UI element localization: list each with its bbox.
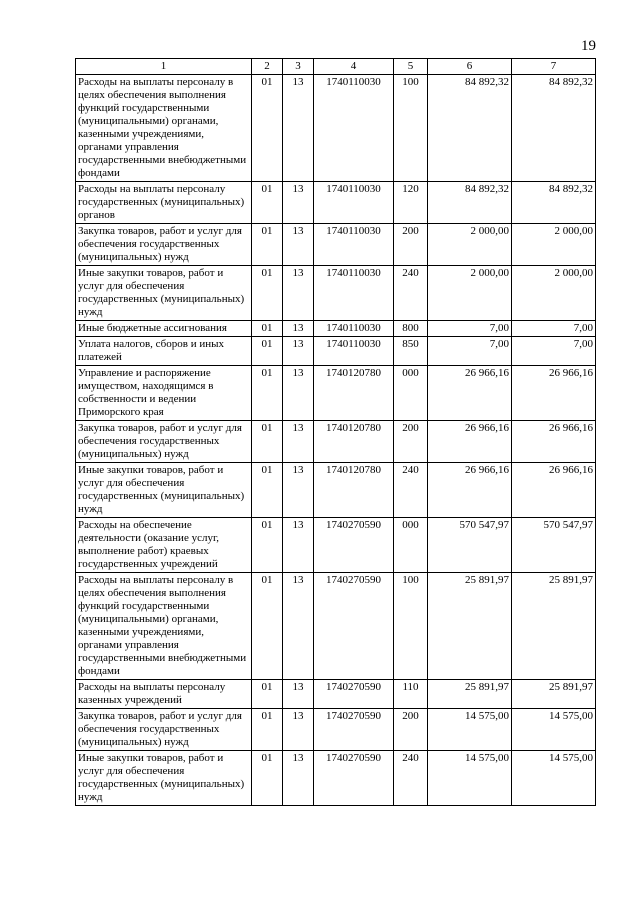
row-name-cell: Расходы на обеспечение деятельности (оказание услуг, выполнение работ) краевых государственных учреждений: [76, 518, 252, 573]
expense-kind-cell: 100: [394, 75, 428, 182]
amount-cell: 25 891,97: [512, 680, 596, 709]
row-name-cell: Закупка товаров, работ и услуг для обеспечения государственных (муниципальных) нужд: [76, 224, 252, 266]
expense-kind-cell: 240: [394, 266, 428, 321]
expense-kind-cell: 100: [394, 573, 428, 680]
amount-cell: 2 000,00: [512, 224, 596, 266]
target-article-cell: 1740110030: [314, 224, 394, 266]
row-name-cell: Управление и распоряжение имуществом, находящимся в собственности и ведении Приморского края: [76, 366, 252, 421]
section-code-cell: 01: [252, 321, 283, 337]
target-article-cell: 1740110030: [314, 266, 394, 321]
amount-cell: 25 891,97: [428, 573, 512, 680]
amount-cell: 7,00: [512, 321, 596, 337]
column-header: 4: [314, 59, 394, 75]
target-article-cell: 1740270590: [314, 751, 394, 806]
table-row: [76, 518, 596, 573]
amount-cell: 26 966,16: [512, 463, 596, 518]
expense-kind-cell: 850: [394, 337, 428, 366]
row-name-cell: Уплата налогов, сборов и иных платежей: [76, 337, 252, 366]
target-article-cell: 1740110030: [314, 182, 394, 224]
section-code-cell: 01: [252, 182, 283, 224]
target-article-cell: 1740270590: [314, 573, 394, 680]
target-article-cell: 1740120780: [314, 366, 394, 421]
section-code-cell: 01: [252, 751, 283, 806]
table-row: [76, 75, 596, 182]
amount-cell: 2 000,00: [428, 266, 512, 321]
amount-cell: 14 575,00: [428, 709, 512, 751]
page-number: 19: [581, 38, 596, 54]
amount-cell: 14 575,00: [428, 751, 512, 806]
subsection-code-cell: 13: [283, 337, 314, 366]
table-row: [76, 266, 596, 321]
expense-kind-cell: 000: [394, 366, 428, 421]
column-header: 2: [252, 59, 283, 75]
expense-kind-cell: 240: [394, 463, 428, 518]
target-article-cell: 1740270590: [314, 680, 394, 709]
target-article-cell: 1740270590: [314, 709, 394, 751]
section-code-cell: 01: [252, 366, 283, 421]
table-row: [76, 573, 596, 680]
amount-cell: 14 575,00: [512, 709, 596, 751]
amount-cell: 26 966,16: [512, 421, 596, 463]
amount-cell: 25 891,97: [428, 680, 512, 709]
amount-cell: 2 000,00: [428, 224, 512, 266]
table-row: [76, 421, 596, 463]
amount-cell: 26 966,16: [428, 366, 512, 421]
expense-kind-cell: 200: [394, 224, 428, 266]
table-row: [76, 366, 596, 421]
subsection-code-cell: 13: [283, 518, 314, 573]
row-name-cell: Расходы на выплаты персоналу казенных учреждений: [76, 680, 252, 709]
section-code-cell: 01: [252, 573, 283, 680]
table-header-row: [76, 59, 596, 75]
row-name-cell: Иные закупки товаров, работ и услуг для обеспечения государственных (муниципальных) нужд: [76, 463, 252, 518]
amount-cell: 26 966,16: [512, 366, 596, 421]
row-name-cell: Расходы на выплаты персоналу государственных (муниципальных) органов: [76, 182, 252, 224]
table-row: [76, 709, 596, 751]
table-body: [76, 75, 596, 806]
budget-table: [75, 58, 596, 806]
column-header: 3: [283, 59, 314, 75]
table-row: [76, 321, 596, 337]
amount-cell: 7,00: [428, 337, 512, 366]
row-name-cell: Иные бюджетные ассигнования: [76, 321, 252, 337]
subsection-code-cell: 13: [283, 75, 314, 182]
table-row: [76, 337, 596, 366]
expense-kind-cell: 200: [394, 709, 428, 751]
table-row: [76, 463, 596, 518]
amount-cell: 26 966,16: [428, 421, 512, 463]
amount-cell: 7,00: [512, 337, 596, 366]
section-code-cell: 01: [252, 266, 283, 321]
row-name-cell: Расходы на выплаты персоналу в целях обеспечения выполнения функций государственными (муниципальными) органами, казенными учреждениями, органами управления государственными внебюджетными фондами: [76, 573, 252, 680]
amount-cell: 570 547,97: [512, 518, 596, 573]
row-name-cell: Расходы на выплаты персоналу в целях обеспечения выполнения функций государственными (муниципальными) органами, казенными учреждениями, органами управления государственными внебюджетными фондами: [76, 75, 252, 182]
row-name-cell: Иные закупки товаров, работ и услуг для обеспечения государственных (муниципальных) нужд: [76, 266, 252, 321]
subsection-code-cell: 13: [283, 709, 314, 751]
column-header: 7: [512, 59, 596, 75]
expense-kind-cell: 110: [394, 680, 428, 709]
table-row: [76, 224, 596, 266]
subsection-code-cell: 13: [283, 680, 314, 709]
column-header: 1: [76, 59, 252, 75]
target-article-cell: 1740110030: [314, 337, 394, 366]
subsection-code-cell: 13: [283, 463, 314, 518]
amount-cell: 2 000,00: [512, 266, 596, 321]
target-article-cell: 1740270590: [314, 518, 394, 573]
row-name-cell: Закупка товаров, работ и услуг для обеспечения государственных (муниципальных) нужд: [76, 709, 252, 751]
table-row: [76, 182, 596, 224]
section-code-cell: 01: [252, 75, 283, 182]
subsection-code-cell: 13: [283, 751, 314, 806]
amount-cell: 25 891,97: [512, 573, 596, 680]
expense-kind-cell: 200: [394, 421, 428, 463]
amount-cell: 570 547,97: [428, 518, 512, 573]
section-code-cell: 01: [252, 518, 283, 573]
subsection-code-cell: 13: [283, 573, 314, 680]
amount-cell: 84 892,32: [512, 75, 596, 182]
amount-cell: 84 892,32: [428, 75, 512, 182]
section-code-cell: 01: [252, 337, 283, 366]
subsection-code-cell: 13: [283, 321, 314, 337]
expense-kind-cell: 120: [394, 182, 428, 224]
table-row: [76, 751, 596, 806]
subsection-code-cell: 13: [283, 182, 314, 224]
amount-cell: 26 966,16: [428, 463, 512, 518]
subsection-code-cell: 13: [283, 366, 314, 421]
row-name-cell: Иные закупки товаров, работ и услуг для обеспечения государственных (муниципальных) нужд: [76, 751, 252, 806]
target-article-cell: 1740120780: [314, 463, 394, 518]
section-code-cell: 01: [252, 680, 283, 709]
target-article-cell: 1740120780: [314, 421, 394, 463]
subsection-code-cell: 13: [283, 266, 314, 321]
amount-cell: 14 575,00: [512, 751, 596, 806]
amount-cell: 84 892,32: [428, 182, 512, 224]
amount-cell: 84 892,32: [512, 182, 596, 224]
target-article-cell: 1740110030: [314, 321, 394, 337]
subsection-code-cell: 13: [283, 421, 314, 463]
table-row: [76, 680, 596, 709]
column-header: 6: [428, 59, 512, 75]
amount-cell: 7,00: [428, 321, 512, 337]
section-code-cell: 01: [252, 224, 283, 266]
section-code-cell: 01: [252, 421, 283, 463]
expense-kind-cell: 240: [394, 751, 428, 806]
section-code-cell: 01: [252, 463, 283, 518]
target-article-cell: 1740110030: [314, 75, 394, 182]
expense-kind-cell: 800: [394, 321, 428, 337]
column-header: 5: [394, 59, 428, 75]
section-code-cell: 01: [252, 709, 283, 751]
row-name-cell: Закупка товаров, работ и услуг для обеспечения государственных (муниципальных) нужд: [76, 421, 252, 463]
expense-kind-cell: 000: [394, 518, 428, 573]
subsection-code-cell: 13: [283, 224, 314, 266]
